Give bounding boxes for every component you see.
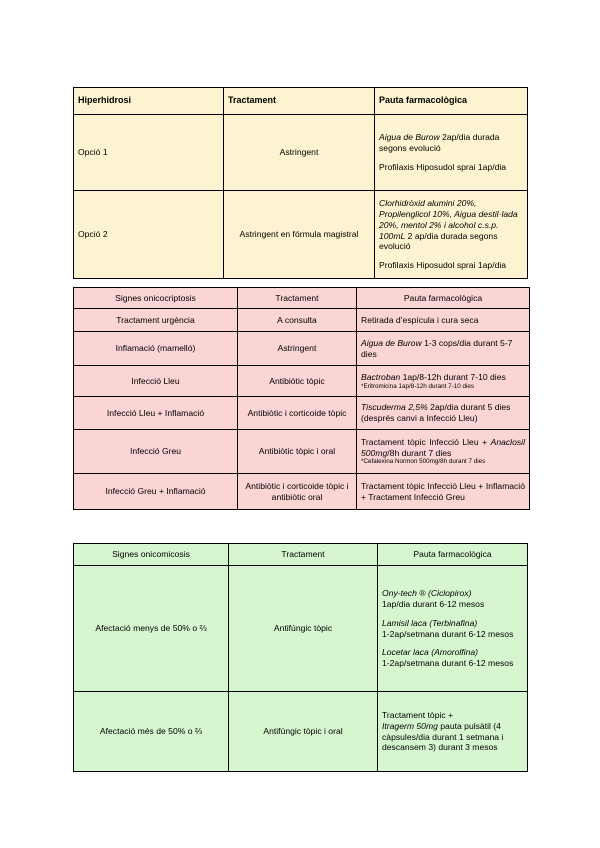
treatment-cell: Antifúngic tòpic <box>229 566 378 692</box>
column-header: Tractament <box>224 88 375 115</box>
column-header: Tractament <box>238 288 357 309</box>
onicocriptosis-table <box>73 287 530 510</box>
hiperhidrosi-table <box>73 87 528 279</box>
table-row <box>74 397 530 430</box>
dosage-text: 1-2ap/setmana durant 6-12 mesos <box>382 628 514 639</box>
regimen-text <box>379 132 523 153</box>
regimen-cell <box>375 115 528 191</box>
column-header: Tractament <box>229 544 378 566</box>
sign-cell: Afectació menys de 50% o ⅔ <box>74 566 229 692</box>
treatment-cell: Astringent <box>224 115 375 191</box>
table-row <box>74 115 528 191</box>
drug-name: Bactroban <box>361 371 401 382</box>
option-cell: Opció 1 <box>74 115 224 191</box>
dosage-text: 2 ap/dia durada segons evolució <box>379 230 498 252</box>
column-header: Pauta farmacològica <box>378 544 528 566</box>
option-cell: Opció 2 <box>74 191 224 279</box>
dosage-text: /8h durant 7 dies <box>387 447 452 458</box>
dosage-text: 2ap/dia durant 5 dies (després canvi a Infecció Lleu) <box>361 402 511 423</box>
table-row <box>74 332 530 366</box>
table-row <box>74 309 530 332</box>
dosage-text: 1ap/8-12h durant 7-10 dies <box>400 371 506 382</box>
column-header: Signes onicocriptosis <box>74 288 238 309</box>
regimen-cell <box>357 332 530 366</box>
sign-cell: Infecció Greu <box>74 430 238 474</box>
table-header-row <box>74 288 530 309</box>
dosage-text: pauta pulsàtil (4 càpsules/dia durant 1 setmana i descansem 3) durant 3 mesos <box>382 720 504 753</box>
treatment-cell: Antibiòtic i corticoide tòpic <box>238 397 357 430</box>
regimen-cell <box>357 366 530 397</box>
drug-name: Aigua de Burow <box>361 337 422 348</box>
sign-cell: Infecció Lleu <box>74 366 238 397</box>
dosage-text: 1ap/dia durant 6-12 mesos <box>382 599 485 610</box>
table-row <box>74 566 528 692</box>
treatment-cell: A consulta <box>238 309 357 332</box>
table-header-row <box>74 544 528 566</box>
treatment-cell: Astringent <box>238 332 357 366</box>
regimen-cell <box>357 397 530 430</box>
regimen-item <box>382 647 523 668</box>
treatment-cell: Antibiòtic tòpic <box>238 366 357 397</box>
treatment-cell: Antibiòtic i corticoide tòpic i antibiòtic oral <box>238 474 357 510</box>
column-header: Pauta farmacològica <box>375 88 528 115</box>
drug-name: Aigua de Burow <box>379 132 440 143</box>
regimen-cell: Tractament tòpic Infecció Lleu + Inflamació + Tractament Infecció Greu <box>357 474 530 510</box>
regimen-text <box>379 198 523 252</box>
drug-name: Tiscuderma 2,5% <box>361 402 428 413</box>
column-header: Signes onicomicosis <box>74 544 229 566</box>
table-row <box>74 366 530 397</box>
table-row <box>74 191 528 279</box>
sign-cell: Afectació més de 50% o ⅔ <box>74 692 229 772</box>
regimen-item <box>382 618 523 639</box>
drug-name: Lamisil laca (Terbinafina) <box>382 617 478 628</box>
table-row <box>74 474 530 510</box>
treatment-cell: Antibiòtic tòpic i oral <box>238 430 357 474</box>
onicomicosis-table <box>73 543 528 772</box>
table-header-row <box>74 88 528 115</box>
alternative-note: *Eritromicina 1ap/8-12h durant 7-10 dies <box>361 382 475 390</box>
alternative-note: *Cefalexina Normon 500mg/8h durant 7 dies <box>361 458 486 466</box>
column-header: Pauta farmacològica <box>357 288 530 309</box>
regimen-cell <box>378 566 528 692</box>
regimen-cell <box>357 430 530 474</box>
drug-name: Itragerm 50mg <box>382 720 438 731</box>
drug-name: Clorhidròxid alumini 20%, Propilenglicol 10%, Aigua destil·lada 20%, mentol 2% i alcohol c.s.p. 100mL <box>379 198 518 241</box>
prophylaxis-text: Profilaxis Hiposudol sprai 1ap/dia <box>379 161 507 172</box>
drug-name: Ony-tech ® (Ciclopirox) <box>382 588 472 599</box>
regimen-cell <box>375 191 528 279</box>
drug-name: Locetar laca (Amorolfina) <box>382 647 479 658</box>
prophylaxis-text: Profilaxis Hiposudol sprai 1ap/dia <box>379 259 507 270</box>
sign-cell: Inflamació (mamelló) <box>74 332 238 366</box>
dosage-text: Tractament tòpic + <box>382 710 454 721</box>
table-row <box>74 692 528 772</box>
dosage-text: 1-2ap/setmana durant 6-12 mesos <box>382 657 514 668</box>
table-row <box>74 430 530 474</box>
regimen-cell: Retirada d’espícula i cura seca <box>357 309 530 332</box>
column-header: Hiperhidrosi <box>74 88 224 115</box>
treatment-cell: Antifúngic tòpic i oral <box>229 692 378 772</box>
dosage-text: 1-3 cops/dia durant 5-7 dies <box>361 337 513 359</box>
sign-cell: Tractament urgència <box>74 309 238 332</box>
regimen-cell <box>378 692 528 772</box>
treatment-cell: Astringent en fórmula magistral <box>224 191 375 279</box>
dosage-text: Tractament tòpic Infecció Lleu + <box>361 436 491 447</box>
regimen-item <box>382 588 523 609</box>
sign-cell: Infecció Lleu + Inflamació <box>74 397 238 430</box>
drug-name: Anaclosil 500mg <box>361 436 525 458</box>
sign-cell: Infecció Greu + Inflamació <box>74 474 238 510</box>
dosage-text: 2ap/dia durada segons evolució <box>379 132 500 154</box>
